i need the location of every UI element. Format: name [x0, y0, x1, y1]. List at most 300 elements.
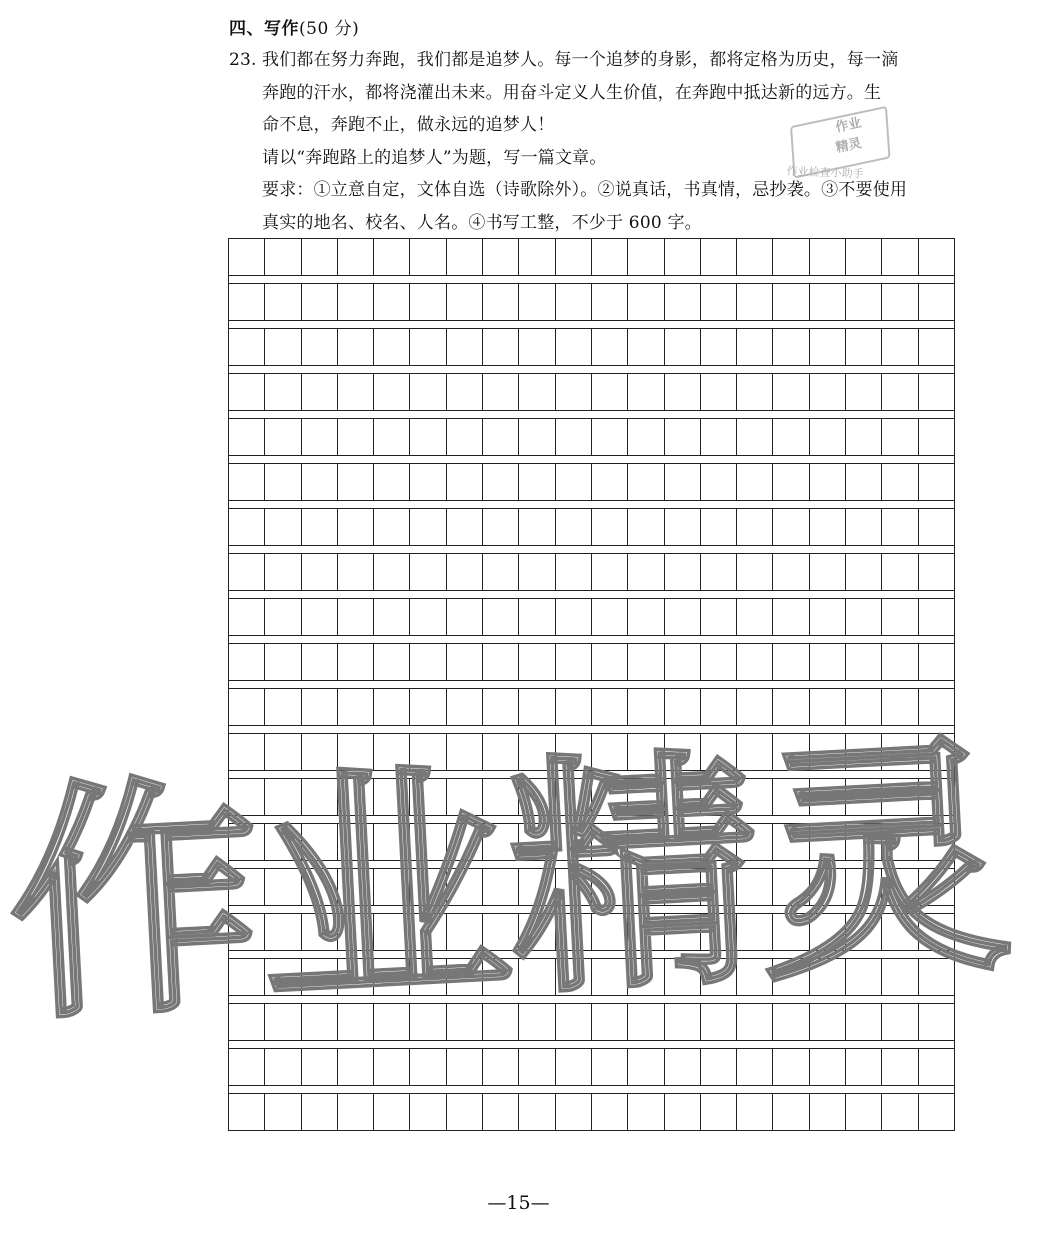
grid-cell[interactable]: [882, 1049, 918, 1085]
grid-cell[interactable]: [410, 734, 446, 770]
grid-cell[interactable]: [338, 599, 374, 635]
grid-cell[interactable]: [265, 1004, 301, 1040]
grid-cell[interactable]: [338, 959, 374, 995]
grid-cell[interactable]: [846, 284, 882, 320]
grid-cell[interactable]: [483, 374, 519, 410]
grid-cell[interactable]: [410, 329, 446, 365]
grid-cell[interactable]: [628, 1004, 664, 1040]
grid-cell[interactable]: [265, 419, 301, 455]
grid-cell[interactable]: [846, 959, 882, 995]
grid-cell[interactable]: [592, 869, 628, 905]
grid-cell[interactable]: [374, 689, 410, 725]
grid-cell[interactable]: [338, 374, 374, 410]
grid-cell[interactable]: [701, 734, 737, 770]
grid-cell[interactable]: [919, 374, 955, 410]
grid-cell[interactable]: [701, 284, 737, 320]
grid-cell[interactable]: [701, 914, 737, 950]
grid-cell[interactable]: [773, 509, 809, 545]
grid-cell[interactable]: [410, 1049, 446, 1085]
grid-cell[interactable]: [701, 509, 737, 545]
grid-cell[interactable]: [519, 824, 555, 860]
grid-cell[interactable]: [447, 734, 483, 770]
grid-cell[interactable]: [410, 1094, 446, 1130]
grid-cell[interactable]: [519, 509, 555, 545]
grid-cell[interactable]: [919, 329, 955, 365]
grid-cell[interactable]: [737, 689, 773, 725]
grid-cell[interactable]: [665, 824, 701, 860]
grid-cell[interactable]: [265, 689, 301, 725]
grid-cell[interactable]: [447, 419, 483, 455]
grid-cell[interactable]: [919, 914, 955, 950]
grid-cell[interactable]: [701, 329, 737, 365]
grid-cell[interactable]: [265, 869, 301, 905]
grid-cell[interactable]: [882, 329, 918, 365]
grid-cell[interactable]: [701, 239, 737, 275]
grid-cell[interactable]: [773, 1049, 809, 1085]
grid-cell[interactable]: [556, 734, 592, 770]
grid-cell[interactable]: [556, 869, 592, 905]
grid-cell[interactable]: [919, 959, 955, 995]
grid-cell[interactable]: [592, 284, 628, 320]
grid-cell[interactable]: [374, 509, 410, 545]
grid-cell[interactable]: [265, 734, 301, 770]
grid-cell[interactable]: [410, 824, 446, 860]
grid-cell[interactable]: [919, 1094, 955, 1130]
grid-cell[interactable]: [810, 914, 846, 950]
grid-cell[interactable]: [556, 1004, 592, 1040]
grid-cell[interactable]: [229, 959, 265, 995]
grid-cell[interactable]: [338, 644, 374, 680]
grid-cell[interactable]: [374, 869, 410, 905]
grid-cell[interactable]: [919, 599, 955, 635]
grid-cell[interactable]: [882, 644, 918, 680]
grid-cell[interactable]: [519, 329, 555, 365]
grid-cell[interactable]: [737, 734, 773, 770]
grid-cell[interactable]: [483, 419, 519, 455]
grid-cell[interactable]: [628, 329, 664, 365]
grid-cell[interactable]: [701, 1094, 737, 1130]
grid-cell[interactable]: [338, 554, 374, 590]
grid-cell[interactable]: [737, 824, 773, 860]
grid-cell[interactable]: [810, 1004, 846, 1040]
grid-cell[interactable]: [773, 824, 809, 860]
grid-cell[interactable]: [701, 554, 737, 590]
grid-cell[interactable]: [483, 329, 519, 365]
grid-cell[interactable]: [737, 419, 773, 455]
grid-cell[interactable]: [265, 284, 301, 320]
grid-cell[interactable]: [628, 734, 664, 770]
grid-cell[interactable]: [810, 239, 846, 275]
grid-cell[interactable]: [665, 374, 701, 410]
grid-cell[interactable]: [701, 959, 737, 995]
grid-cell[interactable]: [882, 779, 918, 815]
grid-cell[interactable]: [410, 509, 446, 545]
grid-cell[interactable]: [229, 599, 265, 635]
grid-cell[interactable]: [229, 1049, 265, 1085]
grid-cell[interactable]: [302, 464, 338, 500]
grid-cell[interactable]: [919, 284, 955, 320]
grid-cell[interactable]: [701, 599, 737, 635]
grid-cell[interactable]: [665, 1094, 701, 1130]
grid-cell[interactable]: [229, 824, 265, 860]
grid-cell[interactable]: [737, 1049, 773, 1085]
grid-cell[interactable]: [556, 1049, 592, 1085]
grid-cell[interactable]: [229, 1004, 265, 1040]
grid-cell[interactable]: [628, 869, 664, 905]
grid-cell[interactable]: [882, 509, 918, 545]
grid-cell[interactable]: [302, 374, 338, 410]
grid-cell[interactable]: [773, 869, 809, 905]
grid-cell[interactable]: [447, 284, 483, 320]
grid-cell[interactable]: [628, 914, 664, 950]
grid-cell[interactable]: [410, 869, 446, 905]
grid-cell[interactable]: [773, 1004, 809, 1040]
grid-cell[interactable]: [483, 1004, 519, 1040]
grid-cell[interactable]: [737, 779, 773, 815]
grid-cell[interactable]: [773, 689, 809, 725]
grid-cell[interactable]: [773, 599, 809, 635]
grid-cell[interactable]: [556, 914, 592, 950]
grid-cell[interactable]: [773, 644, 809, 680]
grid-cell[interactable]: [447, 509, 483, 545]
grid-cell[interactable]: [846, 779, 882, 815]
grid-cell[interactable]: [737, 959, 773, 995]
grid-cell[interactable]: [229, 689, 265, 725]
grid-cell[interactable]: [447, 239, 483, 275]
grid-cell[interactable]: [810, 599, 846, 635]
grid-cell[interactable]: [810, 554, 846, 590]
grid-cell[interactable]: [374, 599, 410, 635]
grid-cell[interactable]: [919, 644, 955, 680]
grid-cell[interactable]: [265, 329, 301, 365]
grid-cell[interactable]: [519, 1004, 555, 1040]
grid-cell[interactable]: [919, 239, 955, 275]
grid-cell[interactable]: [882, 869, 918, 905]
grid-cell[interactable]: [846, 599, 882, 635]
grid-cell[interactable]: [519, 689, 555, 725]
grid-cell[interactable]: [519, 419, 555, 455]
grid-cell[interactable]: [665, 1004, 701, 1040]
grid-cell[interactable]: [592, 1049, 628, 1085]
grid-cell[interactable]: [810, 1094, 846, 1130]
grid-cell[interactable]: [519, 914, 555, 950]
grid-cell[interactable]: [374, 284, 410, 320]
grid-cell[interactable]: [229, 779, 265, 815]
grid-cell[interactable]: [773, 779, 809, 815]
grid-cell[interactable]: [882, 464, 918, 500]
grid-cell[interactable]: [483, 689, 519, 725]
grid-cell[interactable]: [302, 959, 338, 995]
grid-cell[interactable]: [229, 644, 265, 680]
grid-cell[interactable]: [592, 329, 628, 365]
grid-cell[interactable]: [773, 284, 809, 320]
grid-cell[interactable]: [737, 914, 773, 950]
grid-cell[interactable]: [302, 644, 338, 680]
grid-cell[interactable]: [773, 329, 809, 365]
grid-cell[interactable]: [374, 914, 410, 950]
grid-cell[interactable]: [882, 689, 918, 725]
grid-cell[interactable]: [665, 644, 701, 680]
grid-cell[interactable]: [483, 644, 519, 680]
grid-cell[interactable]: [483, 509, 519, 545]
grid-cell[interactable]: [665, 239, 701, 275]
grid-cell[interactable]: [410, 689, 446, 725]
grid-cell[interactable]: [374, 1004, 410, 1040]
grid-cell[interactable]: [229, 554, 265, 590]
grid-cell[interactable]: [483, 599, 519, 635]
grid-cell[interactable]: [919, 554, 955, 590]
grid-cell[interactable]: [592, 464, 628, 500]
grid-cell[interactable]: [338, 824, 374, 860]
grid-cell[interactable]: [665, 869, 701, 905]
grid-cell[interactable]: [810, 734, 846, 770]
grid-cell[interactable]: [519, 1049, 555, 1085]
grid-cell[interactable]: [592, 824, 628, 860]
grid-cell[interactable]: [447, 554, 483, 590]
grid-cell[interactable]: [773, 419, 809, 455]
grid-cell[interactable]: [302, 824, 338, 860]
grid-cell[interactable]: [374, 1094, 410, 1130]
grid-cell[interactable]: [338, 419, 374, 455]
grid-cell[interactable]: [265, 959, 301, 995]
grid-cell[interactable]: [410, 554, 446, 590]
grid-cell[interactable]: [737, 554, 773, 590]
grid-cell[interactable]: [265, 824, 301, 860]
grid-cell[interactable]: [628, 599, 664, 635]
grid-cell[interactable]: [338, 1004, 374, 1040]
grid-cell[interactable]: [592, 644, 628, 680]
grid-cell[interactable]: [483, 824, 519, 860]
grid-cell[interactable]: [556, 419, 592, 455]
grid-cell[interactable]: [447, 779, 483, 815]
grid-cell[interactable]: [773, 464, 809, 500]
grid-cell[interactable]: [628, 824, 664, 860]
grid-cell[interactable]: [628, 1094, 664, 1130]
grid-cell[interactable]: [519, 239, 555, 275]
grid-cell[interactable]: [628, 464, 664, 500]
grid-cell[interactable]: [592, 1094, 628, 1130]
grid-cell[interactable]: [701, 869, 737, 905]
grid-cell[interactable]: [846, 239, 882, 275]
grid-cell[interactable]: [846, 914, 882, 950]
grid-cell[interactable]: [592, 914, 628, 950]
grid-cell[interactable]: [737, 869, 773, 905]
grid-cell[interactable]: [810, 689, 846, 725]
grid-cell[interactable]: [737, 644, 773, 680]
grid-cell[interactable]: [556, 779, 592, 815]
grid-cell[interactable]: [556, 509, 592, 545]
grid-cell[interactable]: [374, 959, 410, 995]
grid-cell[interactable]: [374, 554, 410, 590]
grid-cell[interactable]: [737, 374, 773, 410]
grid-cell[interactable]: [701, 1049, 737, 1085]
grid-cell[interactable]: [483, 1049, 519, 1085]
grid-cell[interactable]: [229, 239, 265, 275]
grid-cell[interactable]: [592, 1004, 628, 1040]
grid-cell[interactable]: [338, 284, 374, 320]
grid-cell[interactable]: [483, 914, 519, 950]
grid-cell[interactable]: [519, 554, 555, 590]
grid-cell[interactable]: [265, 1094, 301, 1130]
grid-cell[interactable]: [737, 599, 773, 635]
grid-cell[interactable]: [628, 374, 664, 410]
grid-cell[interactable]: [919, 509, 955, 545]
grid-cell[interactable]: [410, 464, 446, 500]
grid-cell[interactable]: [410, 599, 446, 635]
grid-cell[interactable]: [628, 1049, 664, 1085]
grid-cell[interactable]: [737, 1004, 773, 1040]
grid-cell[interactable]: [229, 374, 265, 410]
grid-cell[interactable]: [229, 734, 265, 770]
grid-cell[interactable]: [665, 959, 701, 995]
grid-cell[interactable]: [882, 554, 918, 590]
grid-cell[interactable]: [592, 599, 628, 635]
grid-cell[interactable]: [519, 374, 555, 410]
grid-cell[interactable]: [919, 689, 955, 725]
grid-cell[interactable]: [592, 554, 628, 590]
grid-cell[interactable]: [919, 464, 955, 500]
grid-cell[interactable]: [302, 329, 338, 365]
grid-cell[interactable]: [665, 554, 701, 590]
grid-cell[interactable]: [265, 914, 301, 950]
grid-cell[interactable]: [229, 869, 265, 905]
grid-cell[interactable]: [628, 644, 664, 680]
grid-cell[interactable]: [374, 374, 410, 410]
grid-cell[interactable]: [810, 329, 846, 365]
grid-cell[interactable]: [483, 554, 519, 590]
grid-cell[interactable]: [665, 599, 701, 635]
grid-cell[interactable]: [701, 644, 737, 680]
grid-cell[interactable]: [773, 554, 809, 590]
grid-cell[interactable]: [882, 959, 918, 995]
grid-cell[interactable]: [265, 239, 301, 275]
grid-cell[interactable]: [810, 644, 846, 680]
grid-cell[interactable]: [665, 1049, 701, 1085]
grid-cell[interactable]: [628, 959, 664, 995]
grid-cell[interactable]: [592, 959, 628, 995]
grid-cell[interactable]: [810, 284, 846, 320]
grid-cell[interactable]: [483, 464, 519, 500]
grid-cell[interactable]: [265, 509, 301, 545]
grid-cell[interactable]: [519, 464, 555, 500]
grid-cell[interactable]: [374, 734, 410, 770]
grid-cell[interactable]: [374, 329, 410, 365]
grid-cell[interactable]: [701, 689, 737, 725]
grid-cell[interactable]: [882, 419, 918, 455]
grid-cell[interactable]: [374, 239, 410, 275]
grid-cell[interactable]: [846, 509, 882, 545]
grid-cell[interactable]: [265, 464, 301, 500]
grid-cell[interactable]: [265, 1049, 301, 1085]
grid-cell[interactable]: [338, 509, 374, 545]
grid-cell[interactable]: [846, 1004, 882, 1040]
grid-cell[interactable]: [410, 419, 446, 455]
grid-cell[interactable]: [882, 734, 918, 770]
grid-cell[interactable]: [483, 1094, 519, 1130]
grid-cell[interactable]: [302, 914, 338, 950]
grid-cell[interactable]: [846, 464, 882, 500]
grid-cell[interactable]: [882, 1094, 918, 1130]
grid-cell[interactable]: [919, 419, 955, 455]
grid-cell[interactable]: [737, 509, 773, 545]
grid-cell[interactable]: [519, 284, 555, 320]
grid-cell[interactable]: [483, 734, 519, 770]
grid-cell[interactable]: [810, 869, 846, 905]
grid-cell[interactable]: [810, 509, 846, 545]
grid-cell[interactable]: [483, 779, 519, 815]
grid-cell[interactable]: [773, 374, 809, 410]
grid-cell[interactable]: [882, 914, 918, 950]
grid-cell[interactable]: [628, 509, 664, 545]
grid-cell[interactable]: [302, 1049, 338, 1085]
writing-grid[interactable]: [228, 238, 955, 1131]
grid-cell[interactable]: [556, 284, 592, 320]
grid-cell[interactable]: [737, 464, 773, 500]
grid-cell[interactable]: [810, 464, 846, 500]
grid-cell[interactable]: [302, 734, 338, 770]
grid-cell[interactable]: [737, 329, 773, 365]
grid-cell[interactable]: [229, 464, 265, 500]
grid-cell[interactable]: [737, 1094, 773, 1130]
grid-cell[interactable]: [338, 914, 374, 950]
grid-cell[interactable]: [229, 509, 265, 545]
grid-cell[interactable]: [665, 779, 701, 815]
grid-cell[interactable]: [447, 869, 483, 905]
grid-cell[interactable]: [701, 464, 737, 500]
grid-cell[interactable]: [338, 734, 374, 770]
grid-cell[interactable]: [846, 824, 882, 860]
grid-cell[interactable]: [447, 1004, 483, 1040]
grid-cell[interactable]: [338, 464, 374, 500]
grid-cell[interactable]: [556, 599, 592, 635]
grid-cell[interactable]: [265, 599, 301, 635]
grid-cell[interactable]: [556, 1094, 592, 1130]
grid-cell[interactable]: [846, 644, 882, 680]
grid-cell[interactable]: [846, 869, 882, 905]
grid-cell[interactable]: [302, 779, 338, 815]
grid-cell[interactable]: [556, 824, 592, 860]
grid-cell[interactable]: [882, 284, 918, 320]
grid-cell[interactable]: [701, 1004, 737, 1040]
grid-cell[interactable]: [556, 239, 592, 275]
grid-cell[interactable]: [338, 329, 374, 365]
grid-cell[interactable]: [628, 419, 664, 455]
grid-cell[interactable]: [229, 329, 265, 365]
grid-cell[interactable]: [410, 374, 446, 410]
grid-cell[interactable]: [519, 1094, 555, 1130]
grid-cell[interactable]: [628, 554, 664, 590]
grid-cell[interactable]: [447, 599, 483, 635]
grid-cell[interactable]: [592, 689, 628, 725]
grid-cell[interactable]: [556, 554, 592, 590]
grid-cell[interactable]: [302, 284, 338, 320]
grid-cell[interactable]: [882, 374, 918, 410]
grid-cell[interactable]: [556, 464, 592, 500]
grid-cell[interactable]: [882, 824, 918, 860]
grid-cell[interactable]: [846, 374, 882, 410]
grid-cell[interactable]: [447, 464, 483, 500]
grid-cell[interactable]: [810, 959, 846, 995]
grid-cell[interactable]: [374, 824, 410, 860]
grid-cell[interactable]: [919, 869, 955, 905]
grid-cell[interactable]: [846, 419, 882, 455]
grid-cell[interactable]: [410, 914, 446, 950]
grid-cell[interactable]: [338, 869, 374, 905]
grid-cell[interactable]: [628, 779, 664, 815]
grid-cell[interactable]: [265, 779, 301, 815]
grid-cell[interactable]: [919, 779, 955, 815]
grid-cell[interactable]: [374, 1049, 410, 1085]
